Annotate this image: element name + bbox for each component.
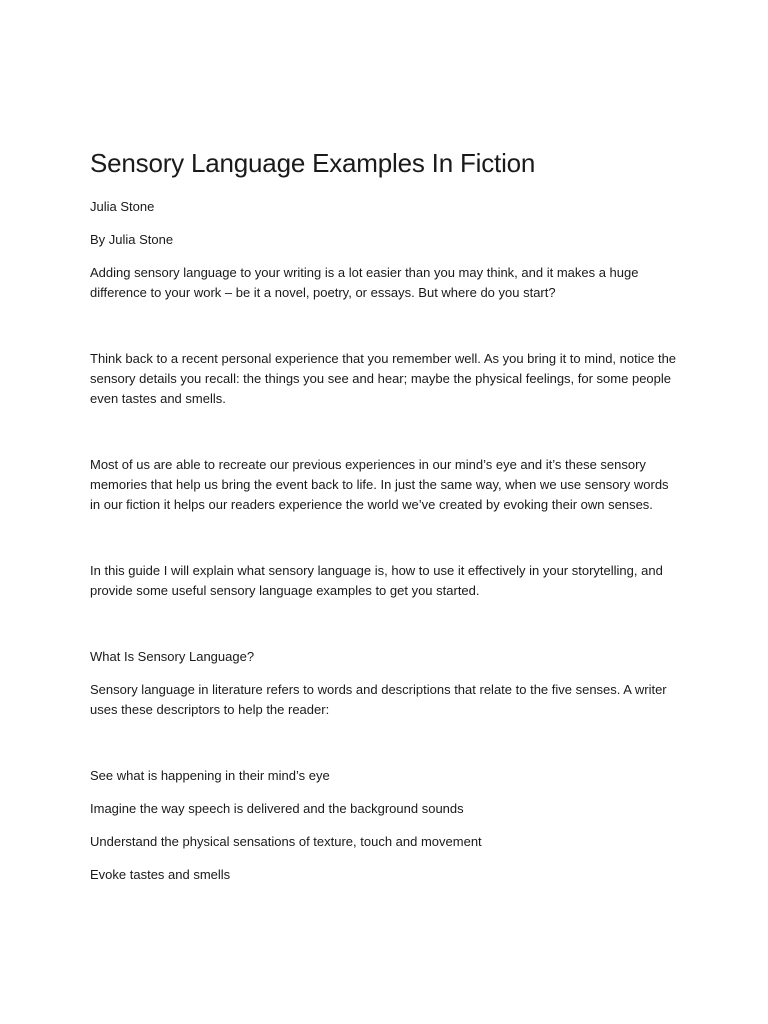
section-heading: What Is Sensory Language? — [90, 649, 255, 664]
list-item: Imagine the way speech is delivered and the background sounds — [90, 801, 464, 816]
paragraph-guide: In this guide I will explain what sensory language is, how to use it effectively in your storytelling, and provide some useful sensory language examples to get you started. — [90, 563, 663, 598]
section-intro: Sensory language in literature refers to words and descriptions that relate to the five senses. A writer uses these descriptors to help the reader: — [90, 682, 667, 717]
paragraph-memories: Most of us are able to recreate our previous experiences in our mind’s eye and it’s these sensory memories that help us bring the event back to life. In just the same way, when we use sensory words in our fiction it helps our readers experience the world we’ve created by evoking their own senses. — [90, 457, 669, 512]
author-name: Julia Stone — [90, 199, 155, 214]
list-item: Understand the physical sensations of texture, touch and movement — [90, 834, 482, 849]
list-item: Evoke tastes and smells — [90, 867, 231, 882]
paragraph-experience: Think back to a recent personal experience that you remember well. As you bring it to mind, notice the sensory details you recall: the things you see and hear; maybe the physical feelings, for some people even tastes and smells. — [90, 351, 677, 406]
list-item: See what is happening in their mind’s eye — [90, 768, 330, 783]
document-title: Sensory Language Examples In Fiction — [90, 148, 536, 178]
document-content — [90, 145, 680, 898]
paragraph-intro: Adding sensory language to your writing is a lot easier than you may think, and it makes a huge difference to your work – be it a novel, poetry, or essays. But where do you start? — [90, 265, 639, 300]
byline: By Julia Stone — [90, 232, 174, 247]
